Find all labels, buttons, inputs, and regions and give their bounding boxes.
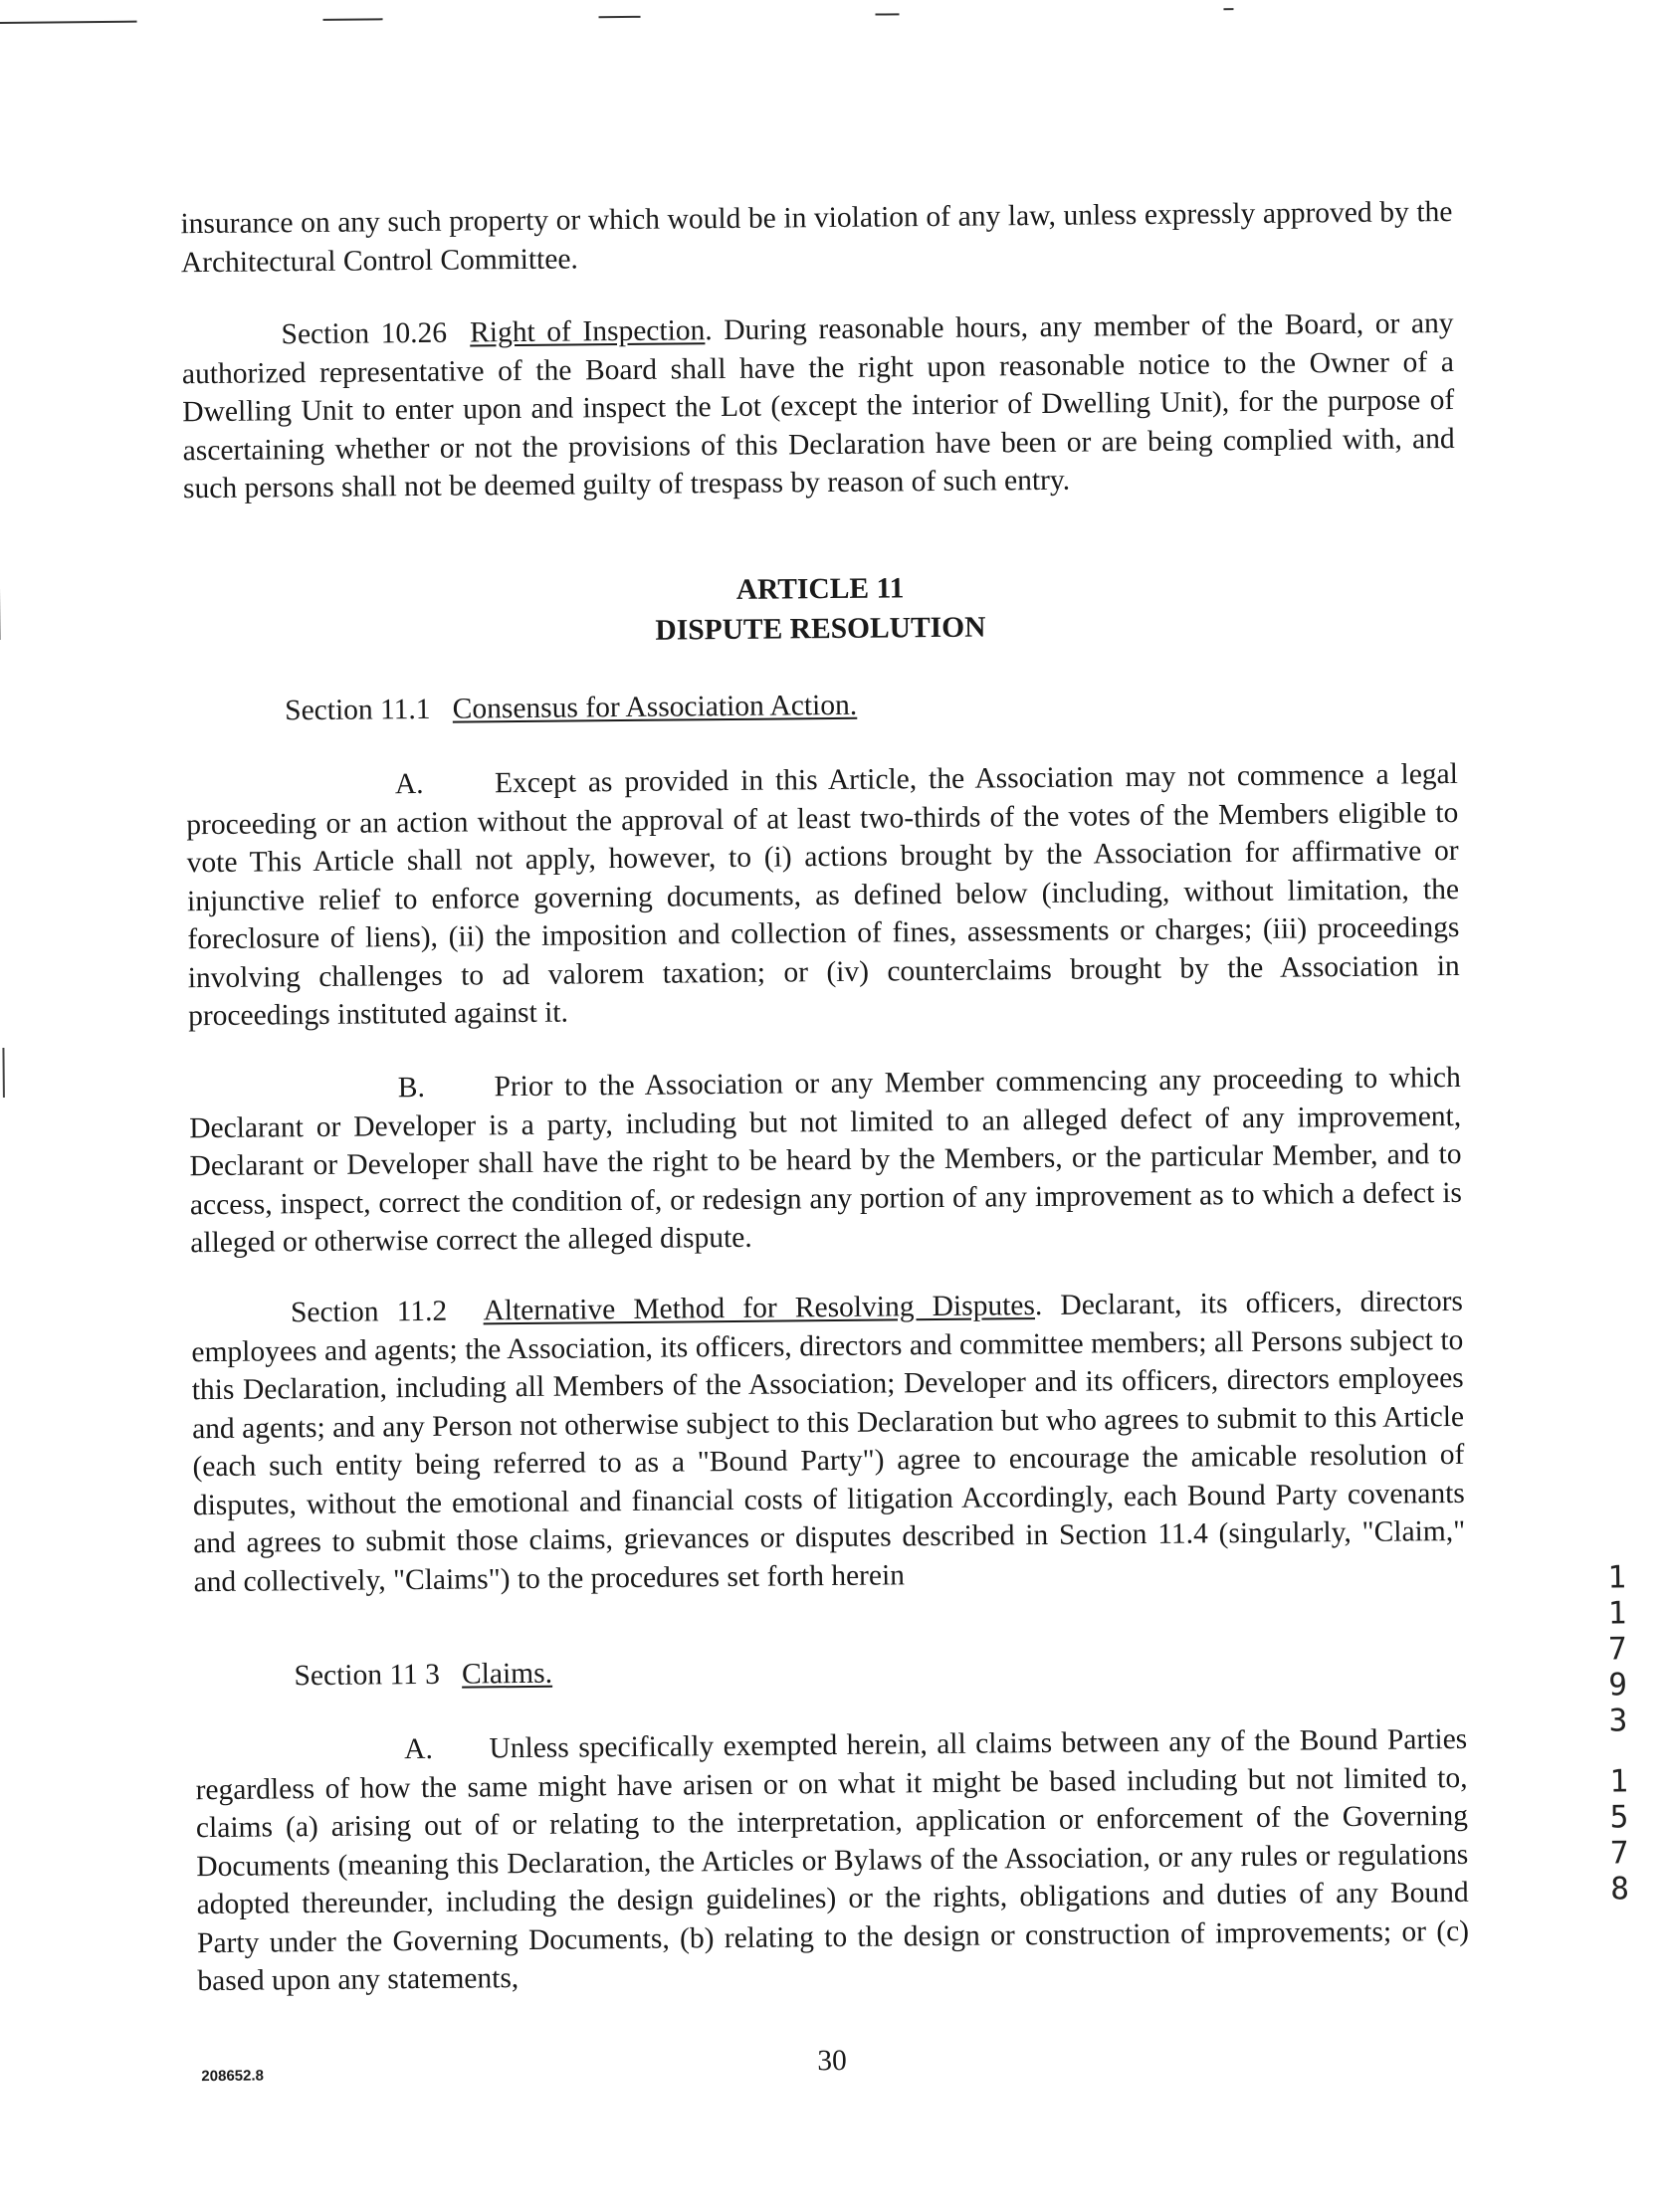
margin-change-bar [0,580,1,640]
section-number: Section 11.2 [290,1295,448,1329]
section-body: . During reasonable hours, any member of the Board, or any authorized representative of the Board shall have the right upon reasonable notice to the Owner of a Dwelling Unit to enter upon and inspect the Lot (except the interior of Dwelling Unit), for the purpose of ascertaining whether or not the provisions of this Declaration have been or are being complied with, and such persons shall not be deemed guilty of trespass by reason of such entry. [181,306,1455,505]
section-11-1-heading [285,687,857,730]
paragraph-body: Prior to the Association or any Member commencing any proceeding to which Declarant or Developer is a party, including but not limited to an alleged defect of any improvement, Declarant or Developer shall have the right to be heard by the Members, or the particular Member, and to access, inspect, correct the condition of, or redesign any portion of any improvement as to which a defect is alleged or otherwise correct the alleged dispute. [189,1061,1463,1260]
recording-number-group-2 [1598,1763,1639,1907]
recording-digit: 8 [1610,1871,1630,1908]
paragraph-label: A. [404,1732,434,1766]
section-11-1-a-paragraph [186,755,1461,1036]
scan-mark [1223,8,1233,10]
recording-digit: 7 [1607,1631,1627,1668]
paragraph-body: Unless specifically exempted herein, all claims between any of the Bound Parties regardless of how the same might have arisen or on what it might be based including but not limited to, claims (a) arising out of or relating to the interpretation, application or enforcement of the Governing Documents (meaning this Declaration, the Articles or Bylaws of the Association, or any rules or regulations adopted thereunder, including the design guidelines) or the rights, obligations and duties of any Bound Party under the Governing Documents, (b) relating to the design or construction of improvements; or (c) based upon any statements, [195,1722,1470,1998]
paragraph-label: B. [397,1071,426,1105]
section-number: Section 10.26 [281,316,448,351]
recording-digit: 5 [1609,1799,1629,1836]
section-title: Claims. [461,1657,553,1691]
scan-mark [323,18,383,21]
document-code: 208652.8 [201,2067,265,2086]
recording-digit: 9 [1608,1667,1628,1704]
section-11-3-a-paragraph [195,1720,1470,2001]
page-number: 30 [817,2044,847,2078]
section-11-2-paragraph [191,1283,1466,1601]
scan-mark [876,13,900,15]
recording-digit: 1 [1607,1559,1627,1596]
scan-mark [0,21,137,24]
scan-mark [599,16,641,18]
article-heading: ARTICLE 11 [735,572,905,606]
section-title: Consensus for Association Action. [452,689,858,725]
continuation-paragraph: insurance on any such property or which would be in violation of any law, unless expressly approved by the Architectural Control Committee. [180,195,1453,279]
recording-digit: 3 [1608,1703,1628,1739]
recording-digit: 1 [1607,1595,1627,1632]
section-number: Section 11 3 [294,1658,441,1693]
recording-number-group-1 [1596,1559,1638,1738]
section-11-1-b-paragraph [189,1059,1463,1263]
recording-digit: 7 [1609,1835,1629,1872]
section-body: . Declarant, its officers, directors employees and agents; the Association, its officers, directors and committee members; all Persons subject to this Declaration, including all Members of the Association; Developer and its officers, directors employees and agents; and any Person not otherwise subject to this Declaration but who agrees to submit to this Article (each such entity being referred to as a "Bound Party") agree to encourage the amicable resolution of disputes, without the emotional and financial costs of litigation Accordingly, each Bound Party covenants and agrees to submit those claims, grievances or disputes described in Section 11.4 (singularly, "Claim," and collectively, "Claims") to the procedures set forth herein [191,1285,1466,1598]
section-title: Alternative Method for Resolving Disputes [483,1290,1036,1327]
section-11-3-heading [294,1655,552,1696]
paragraph-label: A. [394,767,424,801]
article-title: DISPUTE RESOLUTION [655,611,986,647]
section-number: Section 11.1 [285,693,431,727]
margin-change-bar [2,1048,4,1098]
paragraph-body: Except as provided in this Article, the Association may not commence a legal proceeding or an action without the approval of at least two-thirds of the votes of the Members eligible to vote This Article shall not apply, however, to (i) actions brought by the Association for affirmative or injunctive relief to enforce governing documents, as defined below (including, without limitation, the foreclosure of liens), (ii) the imposition and collection of fines, assessments or charges; (iii) proceedings involving challenges to ad valorem taxation; or (iv) counterclaims brought by the Association in proceedings instituted against it. [186,757,1460,1033]
section-title: Right of Inspection [470,314,706,349]
section-10-26-paragraph [181,304,1455,508]
recording-digit: 1 [1609,1763,1629,1800]
